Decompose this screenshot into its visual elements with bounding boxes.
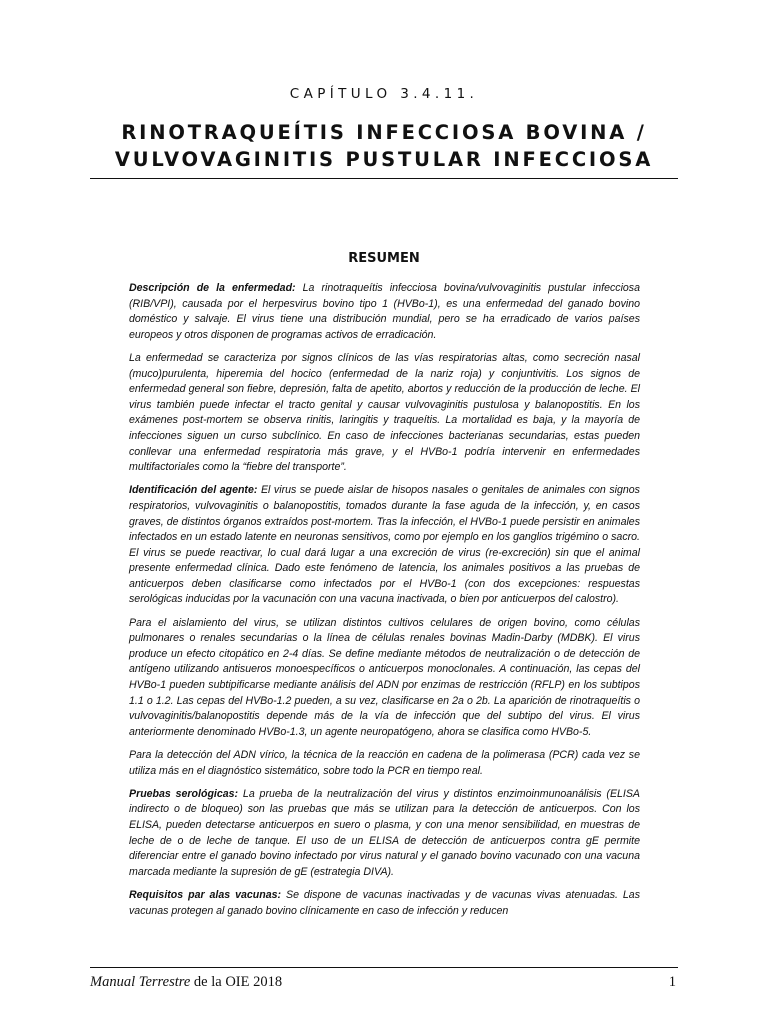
paragraph-lead: Requisitos par alas vacunas:: [129, 888, 282, 901]
footer-source: [90, 974, 282, 991]
summary-body: [129, 281, 640, 927]
paragraph-lead: Pruebas serológicas:: [129, 787, 239, 800]
footer-organization: de la OIE 2018: [193, 974, 283, 990]
chapter-title-line-2: VULVOVAGINITIS PUSTULAR INFECCIOSA: [114, 148, 654, 171]
chapter-title: [0, 119, 768, 173]
chapter-number: CAPÍTULO 3.4.11.: [289, 86, 479, 102]
paragraph-vaccine-requirements: [129, 888, 640, 919]
paragraph-virus-isolation: [129, 616, 640, 741]
page-number: 1: [668, 974, 676, 990]
paragraph-clinical-signs: [129, 351, 640, 476]
footer-manual-title: Manual Terrestre: [90, 974, 191, 990]
paragraph-text: La rinotraqueítis infecciosa bovina/vulvovaginitis pustular infecciosa (RIB/VPI), causada por el herpesvirus bovino tipo 1 (HVBo-1), es una enfermedad del ganado bovino doméstico y salvaje. El virus tiene una distribución mundial, pero se ha erradicado de varios países europeos y otros disponen de programas activos de erradicación.: [129, 282, 640, 341]
paragraph-serological-tests: [129, 787, 640, 881]
paragraph-lead: Descripción de la enfermedad:: [129, 282, 296, 294]
paragraph-lead: Identificación del agente:: [129, 484, 258, 497]
footer-divider: [90, 967, 678, 968]
paragraph-text: Se dispone de vacunas inactivadas y de vacunas vivas atenuadas. Las vacunas protegen al ganado bovino clínicamente en caso de infección y reducen: [129, 888, 640, 917]
paragraph-text: Para la detección del ADN vírico, la técnica de la reacción en cadena de la polimerasa (PCR) cada vez se utiliza más en el diagnóstico sistemático, sobre todo la PCR en tiempo real.: [129, 749, 640, 777]
paragraph-agent-identification: [129, 483, 640, 608]
paragraph-text: La prueba de la neutralización del virus y distintos enzimoinmunoanálisis (ELISA indirecto o de bloqueo) son las pruebas que más se utilizan para la detección de anticuerpos. Con los ELISA, pueden detectarse anticuerpos en suero o plasma, y con una menor sensibilidad, en muestras de leche de o de leche de tanque. El uso de un ELISA de detección de anticuerpos contra gE permite diferenciar entre el ganado bovino infectado por virus natural y el ganado bovino vacunado con una vacuna marcada mediante la supresión de gE (estrategia DIVA).: [129, 787, 640, 878]
paragraph-pcr-detection: [129, 748, 640, 779]
top-divider: [90, 178, 678, 179]
section-heading: RESUMEN: [348, 251, 420, 266]
paragraph-description: [129, 281, 640, 343]
paragraph-text: Para el aislamiento del virus, se utilizan distintos cultivos celulares de origen bovino, como células pulmonares o renales secundarias o la línea de células renales bovinas Madin-Darby (MDBK). El virus produce un efecto citopático en 2-4 días. Se define mediante métodos de neutralización o de detección de antígeno utilizando antisueros monoespecíficos o anticuerpos monoclonales. A continuación, las cepas del HVBo-1 pueden subtipificarse mediante análisis del ADN por enzimas de restricción (RFLP) en los subtipos 1.1 o 1.2. Las cepas del HVBo-1.2 pueden, a su vez, clasificarse en 2a o 2b. La aparición de rinotraqueítis o vulvovaginitis/balanopostitis depende más de la vía de infección que del subtipo del virus. El virus anteriormente denominado HVBo-1.3, un agente neuropatógeno, ahora se clasifica como HVBo-5.: [129, 616, 640, 738]
paragraph-text: El virus se puede aislar de hisopos nasales o genitales de animales con signos respiratorios, vulvovaginitis o balanopostitis, tomados durante la fase aguda de la infección, y, en casos graves, de distintos órganos extraídos post-mortem. Tras la infección, el HVBo-1 puede persistir en animales infectados en un estado latente en neuronas sensitivos, como por ejemplo en los ganglios trigémino o sacro. El virus se puede reactivar, lo cual dará lugar a una excreción de virus (re-excreción) sin que el animal presente enfermedad clínica. Dado este fenómeno de latencia, los animales positivos a las pruebas de anticuerpos deben clasificarse como infectados por el HVBo-1 (con dos excepciones: respuestas serológicas inducidas por la vacunación con una vacuna inactivada, o bien por anticuerpos del calostro).: [129, 484, 640, 606]
paragraph-text: La enfermedad se caracteriza por signos clínicos de las vías respiratorias altas, como secreción nasal (muco)purulenta, hiperemia del hocico (enfermedad de la nariz roja) y conjuntivitis. Los signos de enfermedad general son fiebre, depresión, falta de apetito, abortos y reducción de la producción de leche. El virus también puede infectar el tracto genital y causar vulvovaginitis pustulosa y balanopostitis. En los exámenes post-mortem se observa rinitis, laringitis y traqueítis. La mortalidad es baja, y la mayoría de infecciones siguen un curso subclínico. En caso de infecciones bacterianas secundarias, estas pueden conllevar una enfermedad respiratoria más grave, y el HVBo-1 podría intervenir en enfermedades multifactoriales como la “fiebre del transporte”.: [129, 351, 640, 474]
chapter-title-line-1: RINOTRAQUEÍTIS INFECCIOSA BOVINA /: [121, 121, 647, 144]
